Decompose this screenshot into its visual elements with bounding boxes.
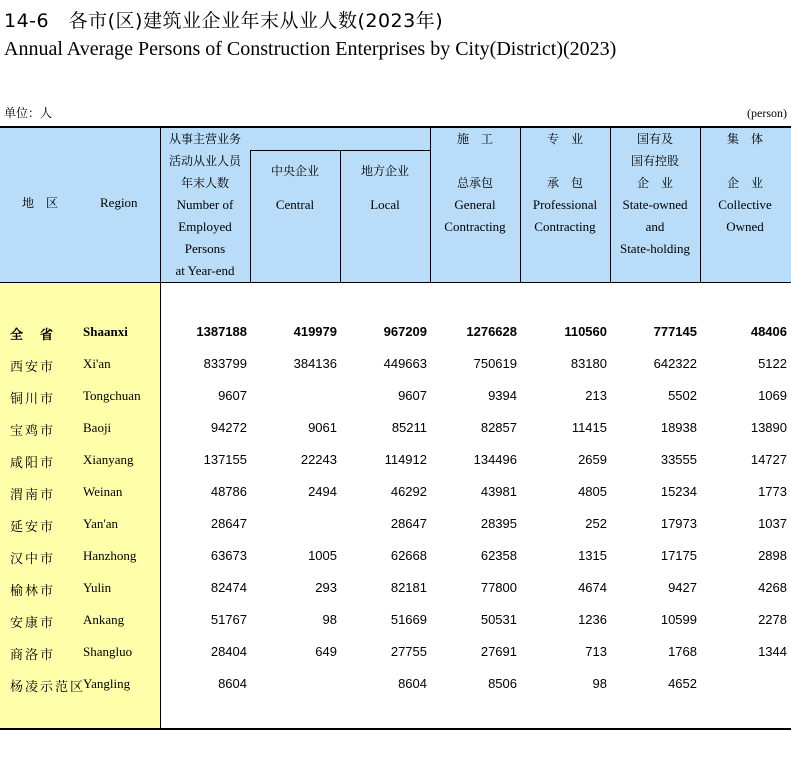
header-local	[340, 160, 430, 216]
table-row	[0, 348, 791, 380]
cell-employed: 8604	[218, 676, 247, 691]
header-bottom-rule	[0, 282, 791, 283]
cell-local: 82181	[390, 580, 427, 595]
cell-collective: 14727	[750, 452, 787, 467]
data-table	[0, 126, 791, 730]
table-row	[0, 380, 791, 412]
unit-label-left: 单位：人	[4, 106, 53, 120]
cell-employed: 9607	[218, 388, 247, 403]
cell-general: 77800	[480, 580, 517, 595]
cell-central: 2494	[308, 484, 337, 499]
cell-general: 1276628	[466, 324, 517, 339]
header-employed-line: 从事主营业务	[168, 132, 241, 146]
region-name-cn: 西安市	[10, 360, 56, 375]
cell-local: 27755	[390, 644, 427, 659]
cell-state: 10599	[660, 612, 697, 627]
table-bottom-rule	[0, 728, 791, 730]
header-region-cn: 地 区	[22, 196, 59, 210]
header-region-en: Region	[100, 195, 138, 210]
cell-employed: 28647	[210, 516, 247, 531]
table-row	[0, 604, 791, 636]
cell-central: 1005	[308, 548, 337, 563]
cell-collective: 5122	[758, 356, 787, 371]
cell-general: 62358	[480, 548, 517, 563]
cell-central: 293	[315, 580, 337, 595]
header-general	[430, 128, 520, 238]
header-state-line: and	[645, 219, 665, 234]
region-name-cn: 全 省	[10, 328, 56, 343]
header-central-cn: 中央企业	[270, 164, 319, 178]
header-collective-line: Collective	[718, 197, 772, 212]
cell-local: 62668	[390, 548, 427, 563]
cell-local: 449663	[383, 356, 427, 371]
header-state-line: State-holding	[619, 241, 691, 256]
region-name-en: Hanzhong	[83, 548, 137, 563]
region-name-cn: 安康市	[10, 616, 56, 631]
header-general-line: Contracting	[444, 219, 506, 234]
cell-general: 9394	[488, 388, 517, 403]
cell-central: 419979	[293, 324, 337, 339]
header-local-en: Local	[370, 197, 400, 212]
cell-professional: 11415	[571, 420, 607, 435]
region-name-cn: 宝鸡市	[10, 424, 56, 439]
cell-state: 1768	[668, 644, 697, 659]
region-name-cn: 铜川市	[10, 392, 56, 407]
header-state-line: 企 业	[636, 176, 673, 190]
header-general-line: General	[454, 197, 496, 212]
cell-local: 46292	[390, 484, 427, 499]
cell-professional: 4805	[578, 484, 607, 499]
cell-professional: 1236	[578, 612, 607, 627]
cell-collective: 1344	[758, 644, 787, 659]
cell-local: 28647	[390, 516, 427, 531]
header-spacer	[520, 150, 610, 172]
header-professional-line: Contracting	[534, 219, 596, 234]
table-row	[0, 572, 791, 604]
header-collective-line: 企 业	[726, 176, 763, 190]
region-name-cn: 榆林市	[10, 584, 56, 599]
cell-state: 642322	[653, 356, 697, 371]
cell-employed: 833799	[203, 356, 247, 371]
cell-employed: 82474	[210, 580, 247, 595]
header-state-line: State-owned	[622, 197, 688, 212]
cell-professional: 2659	[578, 452, 607, 467]
table-row	[0, 668, 791, 700]
cell-professional: 4674	[578, 580, 607, 595]
region-name-en: Tongchuan	[83, 388, 141, 403]
region-name-cn: 杨凌示范区	[10, 680, 86, 695]
cell-state: 777145	[653, 324, 697, 339]
cell-collective: 1037	[758, 516, 787, 531]
cell-collective: 1773	[758, 484, 787, 499]
table-row	[0, 412, 791, 444]
cell-local: 9607	[398, 388, 427, 403]
cell-state: 17973	[660, 516, 697, 531]
table-row	[0, 540, 791, 572]
header-employed-line: Persons	[184, 241, 226, 256]
region-name-cn: 汉中市	[10, 552, 56, 567]
header-state-line: 国有控股	[630, 154, 679, 168]
header-employed-line: Employed	[178, 219, 232, 234]
header-employed	[160, 128, 250, 282]
cell-state: 33555	[660, 452, 697, 467]
cell-employed: 63673	[210, 548, 247, 563]
region-name-en: Yan'an	[83, 516, 118, 531]
cell-general: 750619	[473, 356, 517, 371]
cell-local: 8604	[398, 676, 427, 691]
header-state	[610, 128, 700, 260]
header-employed-line: at Year-end	[175, 263, 235, 278]
cell-professional: 713	[585, 644, 607, 659]
header-spacer	[430, 150, 520, 172]
header-employed-line: Number of	[176, 197, 234, 212]
cell-collective: 2278	[758, 612, 787, 627]
cell-local: 114912	[384, 452, 427, 467]
cell-general: 8506	[488, 676, 517, 691]
cell-employed: 28404	[210, 644, 247, 659]
cell-general: 50531	[480, 612, 517, 627]
cell-central: 384136	[293, 356, 337, 371]
cell-general: 27691	[480, 644, 517, 659]
cell-general: 28395	[480, 516, 517, 531]
cell-local: 51669	[390, 612, 427, 627]
header-employed-line: 年末人数	[180, 176, 229, 190]
header-collective	[700, 128, 790, 238]
cell-local: 85211	[391, 420, 427, 435]
header-collective-line: Owned	[726, 219, 764, 234]
cell-central: 649	[315, 644, 337, 659]
region-name-en: Xi'an	[83, 356, 111, 371]
cell-central: 9061	[308, 420, 337, 435]
cell-general: 82857	[480, 420, 517, 435]
unit-label-right: (person)	[747, 106, 787, 120]
header-central	[250, 160, 340, 216]
cell-state: 18938	[660, 420, 697, 435]
region-name-en: Weinan	[83, 484, 123, 499]
region-name-en: Shaanxi	[83, 324, 128, 339]
region-name-cn: 渭南市	[10, 488, 56, 503]
region-name-en: Xianyang	[83, 452, 134, 467]
header-local-cn: 地方企业	[360, 164, 409, 178]
cell-professional: 1315	[578, 548, 607, 563]
cell-employed: 1387188	[196, 324, 247, 339]
region-name-en: Baoji	[83, 420, 112, 435]
cell-professional: 98	[592, 676, 607, 691]
cell-central: 22243	[300, 452, 337, 467]
cell-employed: 137155	[203, 452, 247, 467]
table-row	[0, 508, 791, 540]
cell-general: 134496	[473, 452, 517, 467]
cell-professional: 83180	[570, 356, 607, 371]
header-professional-line: 承 包	[546, 176, 583, 190]
cell-employed: 48786	[210, 484, 247, 499]
table-row	[0, 444, 791, 476]
cell-local: 967209	[383, 324, 427, 339]
header-general-line: 施 工	[456, 132, 493, 146]
cell-state: 15234	[660, 484, 697, 499]
cell-collective: 4268	[758, 580, 787, 595]
cell-state: 17175	[660, 548, 697, 563]
cell-general: 43981	[480, 484, 517, 499]
table-row-total	[0, 316, 791, 348]
page-title-cn: 14-6 各市(区)建筑业企业年末从业人数(2023年)	[4, 10, 444, 32]
header-spacer	[700, 150, 790, 172]
cell-collective: 2898	[758, 548, 787, 563]
table-row	[0, 476, 791, 508]
cell-state: 4652	[668, 676, 697, 691]
region-name-cn: 商洛市	[10, 648, 56, 663]
header-employed-line: 活动从业人员	[168, 154, 241, 168]
header-professional-line: Professional	[532, 197, 598, 212]
region-name-en: Yangling	[83, 676, 131, 691]
header-state-line: 国有及	[636, 132, 673, 146]
region-name-cn: 延安市	[10, 520, 56, 535]
region-name-en: Ankang	[83, 612, 125, 627]
header-professional	[520, 128, 610, 238]
region-name-en: Shangluo	[83, 644, 133, 659]
cell-professional: 213	[585, 388, 607, 403]
region-name-en: Yulin	[83, 580, 112, 595]
cell-professional: 110560	[564, 324, 607, 339]
cell-collective: 13890	[750, 420, 787, 435]
cell-collective: 1069	[758, 388, 787, 403]
header-central-en: Central	[275, 197, 315, 212]
cell-state: 9427	[668, 580, 697, 595]
header-professional-line: 专 业	[546, 132, 583, 146]
header-general-line: 总承包	[456, 176, 493, 190]
region-name-cn: 咸阳市	[10, 456, 56, 471]
header-collective-line: 集 体	[726, 132, 763, 146]
cell-employed: 94272	[210, 420, 247, 435]
cell-collective: 48406	[750, 324, 787, 339]
cell-state: 5502	[668, 388, 697, 403]
cell-employed: 51767	[210, 612, 247, 627]
cell-central: 98	[322, 612, 337, 627]
cell-professional: 252	[585, 516, 607, 531]
table-row	[0, 636, 791, 668]
page-title-en: Annual Average Persons of Construction Enterprises by City(District)(2023)	[4, 38, 617, 60]
